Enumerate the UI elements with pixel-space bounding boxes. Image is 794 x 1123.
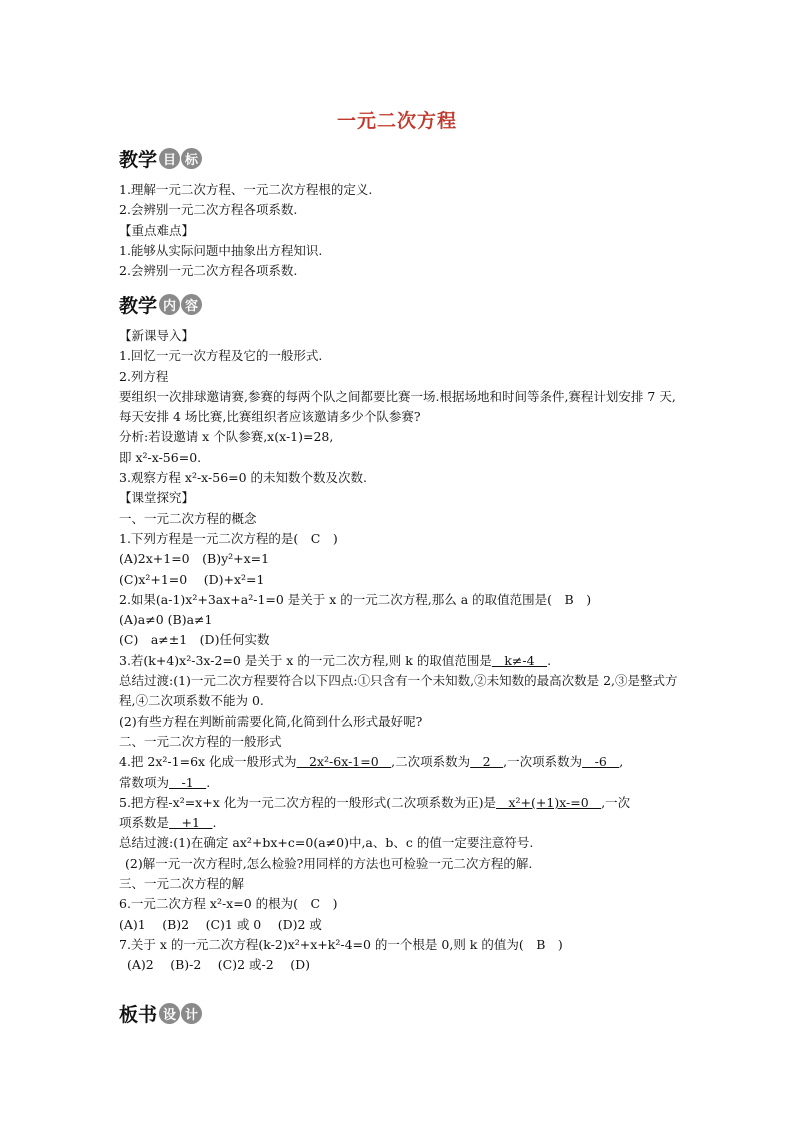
- text-line: 总结过渡:(1)在确定 ax²+bx+c=0(a≠0)中,a、b、c 的值一定要注意符号.: [119, 835, 534, 851]
- answer-blank: -6: [582, 754, 620, 770]
- text-run: 3.若(k+4)x²-3x-2=0 是关于 x 的一元二次方程,则 k 的取值范围是: [119, 652, 492, 668]
- text-line: 二、一元二次方程的一般形式: [119, 733, 282, 749]
- section-heading-board: [119, 998, 203, 1028]
- page-title: 一元二次方程: [336, 110, 457, 132]
- content-block: [119, 326, 679, 976]
- answer-blank: k≠-4: [491, 652, 548, 668]
- heading-badge: 计: [181, 1003, 202, 1024]
- text-paragraph: 要组织一次排球邀请赛,参赛的每两个队之间都要比赛一场.根据场地和时间等条件,赛程计划安排 7 天,每天安排 4 场比赛,比赛组织者应该邀请多少个队参赛?: [119, 388, 676, 425]
- text-run: 4.把 2x²-1=6x 化成一般形式为: [119, 754, 297, 770]
- text-run: 项系数是: [119, 815, 170, 831]
- text-line: 分析:若设邀请 x 个队参赛,x(x-1)=28,: [119, 429, 334, 445]
- text-line: 3.观察方程 x²-x-56=0 的未知数个数及次数.: [119, 470, 368, 486]
- answer-blank: 2: [470, 754, 504, 770]
- heading-badge: 设: [159, 1003, 180, 1024]
- text-run: ,二次项系数为: [391, 754, 471, 770]
- text-line: 7.关于 x 的一元二次方程(k-2)x²+x+k²-4=0 的一个根是 0,则 k 的值为( B ): [119, 936, 563, 952]
- text-run: .: [212, 815, 217, 831]
- answer-blank: +1: [169, 815, 213, 831]
- answer-blank: 2x²-6x-1=0: [296, 754, 392, 770]
- text-line: [119, 813, 679, 833]
- heading-badge: 目: [159, 148, 180, 169]
- section-heading-text: 教学: [119, 294, 158, 317]
- text-line: 1.能够从实际问题中抽象出方程知识.: [119, 242, 323, 258]
- text-run: ,: [619, 754, 624, 770]
- text-line: 【新课导入】: [119, 328, 195, 343]
- text-line: 2.会辨别一元二次方程各项系数.: [119, 202, 298, 218]
- text-run: .: [206, 774, 211, 790]
- text-line: 【课堂探究】: [119, 490, 195, 506]
- text-run: ,一次项系数为: [503, 754, 583, 770]
- answer-blank: -1: [169, 774, 207, 790]
- heading-badge: 内: [159, 294, 180, 315]
- section-heading-content: [119, 289, 203, 319]
- text-line: 2.如果(a-1)x²+3ax+a²-1=0 是关于 x 的一元二次方程,那么 a 的取值范围是( B ): [119, 591, 592, 607]
- heading-badge: 标: [181, 148, 202, 169]
- text-line: (C) a≠±1 (D)任何实数: [119, 632, 270, 648]
- answer-blank: x²+(+1)x-=0: [496, 794, 602, 810]
- text-line: 6.一元二次方程 x²-x=0 的根为( C ): [119, 896, 338, 912]
- text-line: 2.会辨别一元二次方程各项系数.: [119, 263, 298, 279]
- text-line: 2.列方程: [119, 368, 169, 384]
- heading-badge: 容: [181, 294, 202, 315]
- text-line: [119, 651, 679, 671]
- section-heading-text: 教学: [119, 148, 158, 171]
- text-line: (2)有些方程在判断前需要化简,化简到什么形式最好呢?: [119, 713, 423, 729]
- text-run: 5.把方程-x²=x+x 化为一元二次方程的一般形式(二次项系数为正)是: [119, 794, 496, 810]
- text-line: (C)x²+1=0 (D)+x²=1: [119, 571, 265, 587]
- text-run: .: [547, 652, 552, 668]
- text-line: 1.理解一元二次方程、一元二次方程根的定义.: [119, 182, 373, 197]
- section-heading-goals: [119, 143, 203, 173]
- section-heading-text: 板书: [119, 1003, 158, 1026]
- text-line: 1.下列方程是一元二次方程的是( C ): [119, 530, 338, 546]
- text-line: [119, 773, 679, 793]
- text-line: [119, 793, 679, 813]
- text-line: 1.回忆一元一次方程及它的一般形式.: [119, 348, 323, 364]
- text-line: (A)a≠0 (B)a≠1: [119, 612, 213, 628]
- text-line: (A)2 (B)-2 (C)2 或-2 (D): [127, 957, 310, 973]
- text-line: [119, 752, 679, 772]
- text-line: 一、一元二次方程的概念: [119, 510, 257, 526]
- text-line: (A)2x+1=0 (B)y²+x=1: [119, 551, 270, 567]
- text-line: 三、一元二次方程的解: [119, 876, 245, 892]
- text-line: 【重点难点】: [119, 222, 195, 238]
- text-run: 常数项为: [119, 774, 170, 790]
- text-line: (2)解一元一次方程时,怎么检验?用同样的方法也可检验一元二次方程的解.: [125, 855, 533, 871]
- text-line: 即 x²-x-56=0.: [119, 449, 202, 465]
- text-line: (A)1 (B)2 (C)1 或 0 (D)2 或: [119, 916, 322, 932]
- text-paragraph: 总结过渡:(1)一元二次方程要符合以下四点:①只含有一个未知数,②未知数的最高次数是 2,③是整式方程,④二次项系数不能为 0.: [119, 673, 678, 709]
- text-run: ,一次: [601, 794, 631, 810]
- goals-block: [119, 180, 679, 281]
